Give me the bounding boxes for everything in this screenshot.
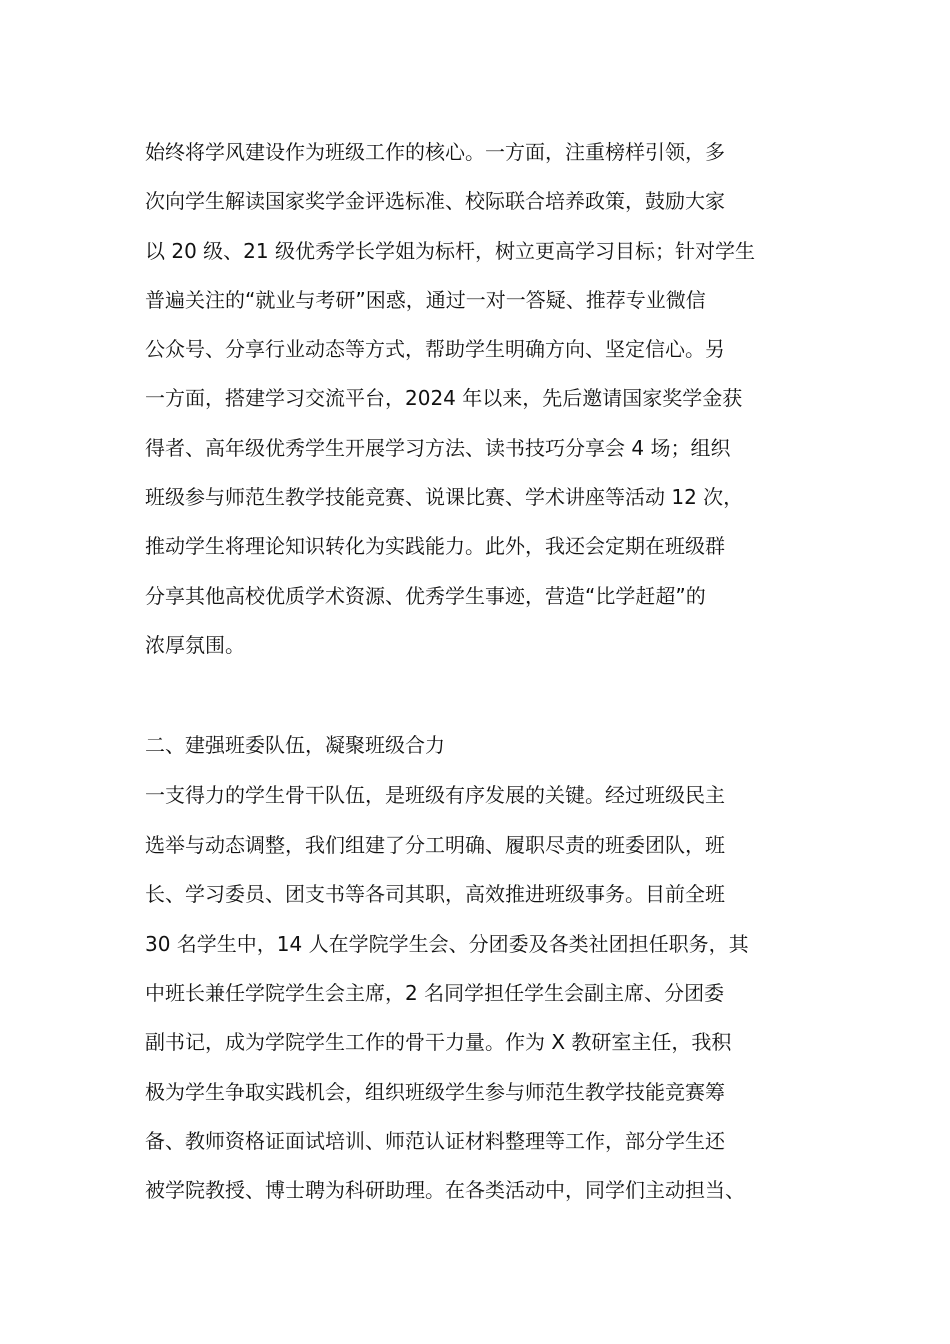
paragraph-2-line: 长、学习委员、团支书等各司其职，高效推进班级事务。目前全班: [145, 882, 725, 906]
paragraph-1-line: 以 20 级、21 级优秀学长学姐为标杆，树立更高学习目标；针对学生: [145, 239, 755, 263]
paragraph-2-line: 选举与动态调整，我们组建了分工明确、履职尽责的班委团队，班: [145, 833, 725, 857]
paragraph-2-line: 被学院教授、博士聘为科研助理。在各类活动中，同学们主动担当、: [145, 1178, 745, 1202]
paragraph-1-line: 公众号、分享行业动态等方式，帮助学生明确方向、坚定信心。另: [145, 337, 725, 361]
paragraph-2-line: 备、教师资格证面试培训、师范认证材料整理等工作，部分学生还: [145, 1129, 725, 1153]
paragraph-1-line: 班级参与师范生教学技能竞赛、说课比赛、学术讲座等活动 12 次，: [145, 485, 744, 509]
paragraph-1-line: 次向学生解读国家奖学金评选标准、校际联合培养政策，鼓励大家: [145, 189, 725, 213]
paragraph-2-line: 副书记，成为学院学生工作的骨干力量。作为 X 教研室主任，我积: [145, 1030, 732, 1054]
paragraph-1-line: 分享其他高校优质学术资源、优秀学生事迹，营造“比学赶超”的: [145, 584, 706, 608]
paragraph-2-line: 30 名学生中，14 人在学院学生会、分团委及各类社团担任职务，其: [145, 932, 749, 956]
paragraph-1-line: 始终将学风建设作为班级工作的核心。一方面，注重榜样引领，多: [145, 140, 725, 164]
paragraph-1-line: 推动学生将理论知识转化为实践能力。此外，我还会定期在班级群: [145, 534, 725, 558]
paragraph-2-line: 中班长兼任学院学生会主席，2 名同学担任学生会副主席、分团委: [145, 981, 725, 1005]
paragraph-1-line: 浓厚氛围。: [145, 633, 245, 657]
paragraph-1-line: 一方面，搭建学习交流平台，2024 年以来，先后邀请国家奖学金获: [145, 386, 743, 410]
paragraph-1-line: 得者、高年级优秀学生开展学习方法、读书技巧分享会 4 场；组织: [145, 436, 731, 460]
paragraph-2-line: 极为学生争取实践机会，组织班级学生参与师范生教学技能竞赛筹: [145, 1080, 725, 1104]
section-heading: 二、建强班委队伍，凝聚班级合力: [145, 733, 445, 757]
paragraph-2-line: 一支得力的学生骨干队伍，是班级有序发展的关键。经过班级民主: [145, 783, 725, 807]
paragraph-1-line: 普遍关注的“就业与考研”困惑，通过一对一答疑、推荐专业微信: [145, 288, 706, 312]
